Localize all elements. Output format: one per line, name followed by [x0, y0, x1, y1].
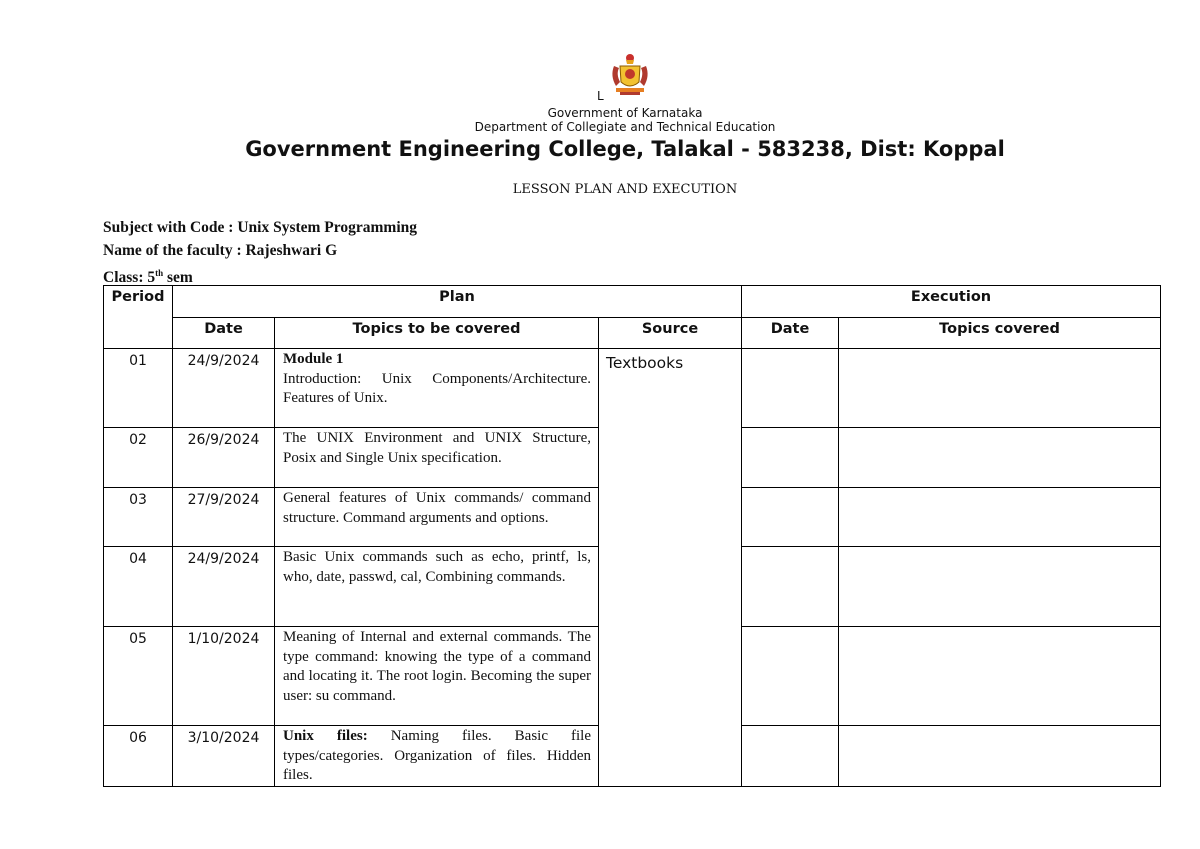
exec-date-cell — [742, 428, 839, 488]
exec-date-cell — [742, 547, 839, 627]
period-cell: 04 — [104, 547, 173, 627]
class-suffix: sem — [163, 269, 193, 287]
topic-cell — [275, 726, 599, 787]
topics-covered-cell — [839, 726, 1161, 787]
header-topics: Topics to be covered — [275, 318, 599, 349]
exec-date-cell — [742, 488, 839, 547]
subject-line: Subject with Code : Unix System Programming — [103, 219, 418, 236]
date-cell: 24/9/2024 — [173, 547, 275, 627]
document-title: LESSON PLAN AND EXECUTION — [512, 182, 738, 197]
topic-text: Introduction: Unix Components/Architecture. Features of Unix. — [283, 370, 591, 406]
topic-text: Naming files. Basic file types/categories. Organization of files. Hidden files. — [283, 728, 591, 783]
topic-cell: Meaning of Internal and external commands. The type command: knowing the type of a command and locating it. The root login. Becoming the super user: su command. — [275, 627, 599, 726]
class-superscript: th — [155, 268, 164, 278]
topics-covered-cell — [839, 428, 1161, 488]
exec-date-cell — [742, 726, 839, 787]
date-cell: 27/9/2024 — [173, 488, 275, 547]
topic-cell: General features of Unix commands/ command structure. Command arguments and options. — [275, 488, 599, 547]
government-line: Government of Karnataka — [547, 106, 703, 120]
topics-covered-cell — [839, 547, 1161, 627]
topics-covered-cell — [839, 627, 1161, 726]
topic-cell: Basic Unix commands such as echo, printf, ls, who, date, passwd, cal, Combining commands. — [275, 547, 599, 627]
lesson-plan-table — [103, 285, 1161, 787]
topic-cell: The UNIX Environment and UNIX Structure, Posix and Single Unix specification. — [275, 428, 599, 488]
table-row — [104, 349, 1161, 428]
header-period: Period — [104, 286, 173, 349]
college-title: Government Engineering College, Talakal - 583238, Dist: Koppal — [245, 137, 1005, 161]
period-cell: 05 — [104, 627, 173, 726]
topics-covered-cell — [839, 349, 1161, 428]
topic-cell — [275, 349, 599, 428]
faculty-line: Name of the faculty : Rajeshwari G — [103, 242, 338, 259]
exec-date-cell — [742, 627, 839, 726]
header-source: Source — [599, 318, 742, 349]
topic-bold: Unix files: — [283, 728, 368, 744]
source-cell: Textbooks — [599, 349, 742, 787]
class-line — [103, 264, 193, 287]
emblem-mark: L — [597, 89, 604, 103]
period-cell: 01 — [104, 349, 173, 428]
period-cell: 03 — [104, 488, 173, 547]
header-execution: Execution — [742, 286, 1161, 318]
header-plan: Plan — [173, 286, 742, 318]
class-prefix: Class: 5 — [103, 269, 156, 287]
header-topics-covered: Topics covered — [839, 318, 1161, 349]
exec-date-cell — [742, 349, 839, 428]
date-cell: 1/10/2024 — [173, 627, 275, 726]
department-line: Department of Collegiate and Technical Education — [474, 120, 776, 134]
date-cell: 3/10/2024 — [173, 726, 275, 787]
period-cell: 06 — [104, 726, 173, 787]
karnataka-emblem-icon — [606, 52, 654, 98]
period-cell: 02 — [104, 428, 173, 488]
topic-bold: Module 1 — [283, 351, 344, 367]
date-cell: 26/9/2024 — [173, 428, 275, 488]
header-date: Date — [173, 318, 275, 349]
header-exec-date: Date — [742, 318, 839, 349]
date-cell: 24/9/2024 — [173, 349, 275, 428]
topics-covered-cell — [839, 488, 1161, 547]
